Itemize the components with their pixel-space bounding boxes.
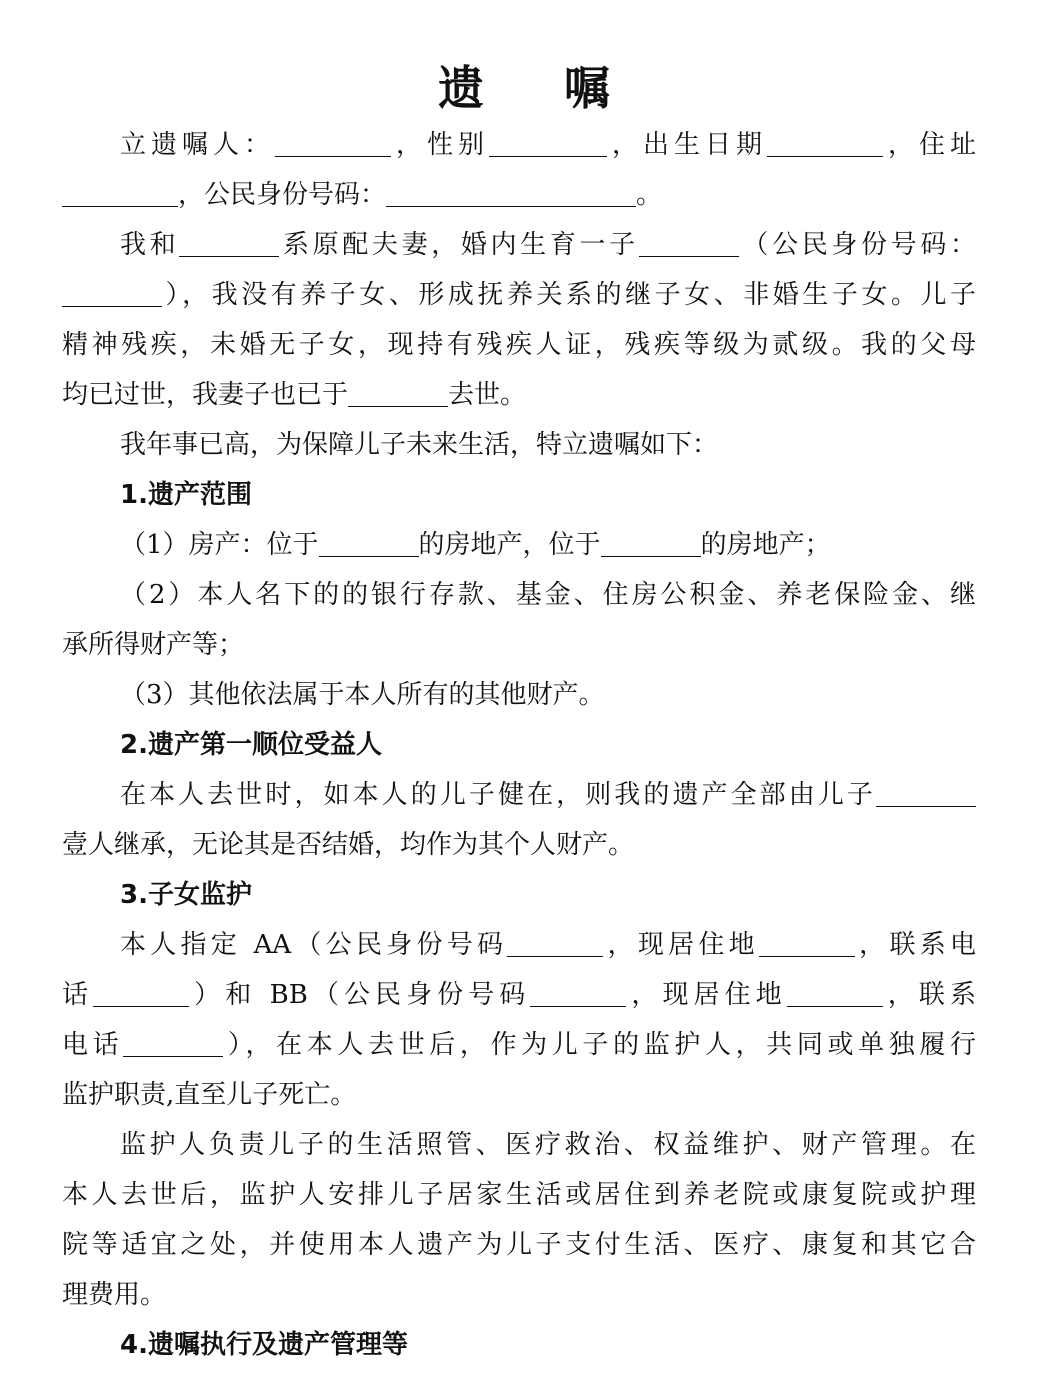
text-segment: （3）其他依法属于本人所有的其他财产。 bbox=[120, 680, 605, 710]
blank-property-location-1[interactable] bbox=[319, 530, 419, 557]
family-line-1 bbox=[0, 220, 1048, 270]
text-segment: 的房地产； bbox=[700, 530, 831, 560]
text-segment: 1.遗产范围 bbox=[120, 480, 252, 510]
section-heading-estate-scope bbox=[0, 470, 1048, 520]
beneficiary-line-1 bbox=[0, 770, 1048, 820]
text-segment: 精神残疾，未婚无子女，现持有残疾人证，残疾等级为贰级。我的父母 bbox=[62, 330, 976, 360]
blank-guardian-a-address[interactable] bbox=[759, 930, 855, 957]
blank-gender[interactable] bbox=[489, 130, 607, 157]
section-heading-guardianship bbox=[0, 870, 1048, 920]
text-segment: ）和 BB（公民身份号码 bbox=[189, 980, 531, 1010]
blank-son-name[interactable] bbox=[639, 230, 739, 257]
family-line-4 bbox=[0, 370, 1048, 420]
text-segment: 院等适宜之处，并使用本人遗产为儿子支付生活、医疗、康复和其它合 bbox=[62, 1230, 976, 1260]
text-segment: 话 bbox=[62, 980, 94, 1010]
guardian-line-4 bbox=[0, 1070, 1048, 1120]
blank-guardian-a-id[interactable] bbox=[507, 930, 603, 957]
text-segment: ，现居住地 bbox=[603, 930, 759, 960]
guardian-duty-line-2 bbox=[0, 1170, 1048, 1220]
text-segment: 在本人去世时，如本人的儿子健在，则我的遗产全部由儿子 bbox=[120, 780, 876, 810]
text-segment: 承所得财产等； bbox=[62, 630, 245, 660]
blank-id-number[interactable] bbox=[386, 180, 636, 207]
text-segment: ，出生日期 bbox=[606, 130, 767, 160]
text-segment: 本人去世后，监护人安排儿子居家生活或居住到养老院或康复院或护理 bbox=[62, 1180, 976, 1210]
beneficiary-line-2 bbox=[0, 820, 1048, 870]
text-segment: 2.遗产第一顺位受益人 bbox=[120, 730, 382, 760]
text-segment: ，住址 bbox=[882, 130, 976, 160]
guardian-duty-line-1 bbox=[0, 1120, 1048, 1170]
property-item-1 bbox=[0, 520, 1048, 570]
text-segment: 电话 bbox=[62, 1030, 124, 1060]
text-segment: 壹人继承，无论其是否结婚，均作为其个人财产。 bbox=[62, 830, 635, 860]
guardian-duty-line-3 bbox=[0, 1220, 1048, 1270]
text-segment: 监护职责,直至儿子死亡。 bbox=[62, 1080, 357, 1110]
guardian-line-3 bbox=[0, 1020, 1048, 1070]
text-segment: 我年事已高，为保障儿子未来生活，特立遗嘱如下： bbox=[120, 430, 719, 460]
property-item-3 bbox=[0, 670, 1048, 720]
blank-address[interactable] bbox=[62, 180, 178, 207]
text-segment: 去世。 bbox=[448, 380, 527, 410]
family-line-3 bbox=[0, 320, 1048, 370]
blank-birth-date[interactable] bbox=[767, 130, 883, 157]
blank-guardian-b-address[interactable] bbox=[787, 980, 883, 1007]
blank-guardian-a-phone[interactable] bbox=[93, 980, 189, 1007]
section-heading-beneficiary bbox=[0, 720, 1048, 770]
property-item-2-cont bbox=[0, 620, 1048, 670]
document-title bbox=[0, 58, 1048, 118]
text-segment: ），我没有养子女、形成抚养关系的继子女、非婚生子女。儿子 bbox=[162, 280, 976, 310]
text-segment: 的房地产，位于 bbox=[418, 530, 601, 560]
blank-testator-name[interactable] bbox=[275, 130, 391, 157]
blank-guardian-b-id[interactable] bbox=[530, 980, 626, 1007]
blank-property-location-2[interactable] bbox=[601, 530, 701, 557]
text-segment: 本人指定 AA（公民身份号码 bbox=[120, 930, 508, 960]
text-segment: 。 bbox=[636, 180, 663, 210]
testator-id-line bbox=[0, 170, 1048, 220]
guardian-line-1 bbox=[0, 920, 1048, 970]
text-segment: （1）房产：位于 bbox=[120, 530, 319, 560]
blank-spouse-death-date[interactable] bbox=[348, 380, 448, 407]
text-segment: 系原配夫妻，婚内生育一子 bbox=[279, 230, 639, 260]
text-segment: 我和 bbox=[120, 230, 180, 260]
text-segment: 3.子女监护 bbox=[120, 880, 252, 910]
family-line-2 bbox=[0, 270, 1048, 320]
text-segment: ，现居住地 bbox=[626, 980, 787, 1010]
blank-son-id-number[interactable] bbox=[62, 280, 162, 307]
text-segment: ，性别 bbox=[390, 130, 489, 160]
text-segment: 4.遗嘱执行及遗产管理等 bbox=[120, 1330, 408, 1360]
guardian-duty-line-4 bbox=[0, 1270, 1048, 1320]
text-segment: ，公民身份号码： bbox=[178, 180, 387, 210]
intro-line bbox=[0, 420, 1048, 470]
guardian-line-2 bbox=[0, 970, 1048, 1020]
blank-guardian-b-phone[interactable] bbox=[123, 1030, 223, 1057]
title-char-2: 嘱 bbox=[564, 61, 610, 115]
blank-heir-name[interactable] bbox=[876, 780, 976, 807]
text-segment: 立遗嘱人： bbox=[120, 130, 275, 160]
text-segment: 理费用。 bbox=[62, 1280, 167, 1310]
text-segment: ，联系电 bbox=[854, 930, 976, 960]
text-segment: 均已过世，我妻子也已于 bbox=[62, 380, 349, 410]
property-item-2 bbox=[0, 570, 1048, 620]
testator-info-line bbox=[0, 120, 1048, 170]
text-segment: ，联系 bbox=[882, 980, 976, 1010]
text-segment: （2）本人名下的的银行存款、基金、住房公积金、养老保险金、继 bbox=[120, 580, 976, 610]
title-char-1: 遗 bbox=[438, 61, 484, 115]
text-segment: （公民身份号码： bbox=[738, 230, 976, 260]
text-segment: 监护人负责儿子的生活照管、医疗救治、权益维护、财产管理。在 bbox=[120, 1130, 976, 1160]
text-segment: ），在本人去世后，作为儿子的监护人，共同或单独履行 bbox=[223, 1030, 976, 1060]
section-heading-execution bbox=[0, 1320, 1048, 1370]
blank-spouse-name[interactable] bbox=[179, 230, 279, 257]
